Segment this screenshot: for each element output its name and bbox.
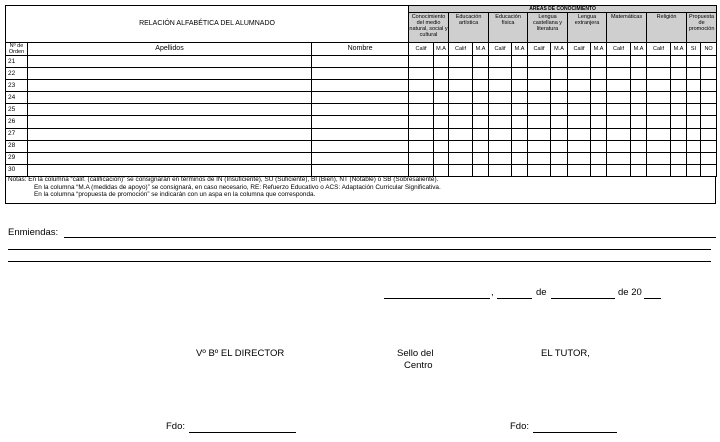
calif-cell[interactable] [607,56,631,68]
no-cell[interactable] [701,116,717,128]
ma-cell[interactable] [551,92,568,104]
calif-cell[interactable] [409,56,434,68]
date-comma: , [491,287,494,298]
no-cell[interactable] [701,164,717,176]
si-cell[interactable] [687,116,701,128]
ma-cell[interactable] [671,56,687,68]
ma-cell[interactable] [671,152,687,164]
calif-cell[interactable] [449,164,473,176]
calif-cell[interactable] [607,116,631,128]
ma-cell[interactable] [551,152,568,164]
calif-cell[interactable] [489,80,512,92]
ma-cell[interactable] [671,92,687,104]
calif-cell[interactable] [528,140,551,152]
ma-cell[interactable] [512,152,528,164]
calif-cell[interactable] [607,128,631,140]
surnames-cell[interactable] [28,140,312,152]
amendments-line[interactable] [8,261,711,262]
subject-header: Educación física [489,13,528,43]
ma-subheader: M.A [473,43,489,56]
ma-cell[interactable] [631,152,647,164]
calif-subheader: Calif [568,43,591,56]
ma-cell[interactable] [671,80,687,92]
row-number: 27 [6,128,28,140]
no-cell[interactable] [701,92,717,104]
ma-cell[interactable] [551,116,568,128]
ma-cell[interactable] [631,92,647,104]
calif-cell[interactable] [647,152,671,164]
student-grid [5,5,717,177]
calif-cell[interactable] [489,68,512,80]
ma-cell[interactable] [631,80,647,92]
calif-cell[interactable] [568,116,591,128]
calif-cell[interactable] [528,80,551,92]
ma-cell[interactable] [512,56,528,68]
ma-cell[interactable] [473,92,489,104]
calif-cell[interactable] [528,128,551,140]
tutor-signature-field[interactable] [533,432,617,433]
ma-cell[interactable] [473,56,489,68]
ma-cell[interactable] [512,68,528,80]
calif-cell[interactable] [409,128,434,140]
ma-cell[interactable] [512,116,528,128]
amendments-line[interactable] [64,237,716,238]
calif-cell[interactable] [568,56,591,68]
row-number: 26 [6,116,28,128]
ma-cell[interactable] [473,140,489,152]
si-cell[interactable] [687,128,701,140]
note-support: En la columna “M.A (medidas de apoyo)” se consignará, en caso necesario, RE: Refuerzo Educativo o ACS: Adaptación Curricular Significativa. [34,183,441,191]
ma-cell[interactable] [631,116,647,128]
ma-cell[interactable] [671,164,687,176]
day-field[interactable] [497,298,532,299]
ma-cell[interactable] [512,92,528,104]
ma-cell[interactable] [434,152,449,164]
calif-cell[interactable] [449,80,473,92]
areas-header: ÁREAS DE CONOCIMIENTO [409,6,717,13]
amendments-label: Enmiendas: [8,227,59,238]
calif-cell[interactable] [607,140,631,152]
calif-cell[interactable] [528,92,551,104]
ma-cell[interactable] [473,116,489,128]
ma-cell[interactable] [551,128,568,140]
calif-cell[interactable] [409,140,434,152]
calif-cell[interactable] [568,68,591,80]
calif-cell[interactable] [489,56,512,68]
no-subheader: NO [701,43,717,56]
calif-cell[interactable] [449,92,473,104]
surnames-cell[interactable] [28,92,312,104]
calif-cell[interactable] [607,152,631,164]
ma-subheader: M.A [434,43,449,56]
ma-cell[interactable] [551,140,568,152]
calif-cell[interactable] [568,152,591,164]
register-title: RELACIÓN ALFABÉTICA DEL ALUMNADO [6,6,409,43]
student-row [6,92,717,104]
surnames-cell[interactable] [28,128,312,140]
ma-cell[interactable] [631,128,647,140]
ma-cell[interactable] [473,128,489,140]
ma-cell[interactable] [631,164,647,176]
calif-cell[interactable] [449,68,473,80]
seal-label-line1: Sello del [397,348,434,359]
si-cell[interactable] [687,140,701,152]
ma-cell[interactable] [671,104,687,116]
student-row [6,80,717,92]
si-cell[interactable] [687,92,701,104]
ma-cell[interactable] [591,128,607,140]
ma-cell[interactable] [671,140,687,152]
ma-cell[interactable] [551,68,568,80]
ma-cell[interactable] [473,104,489,116]
ma-cell[interactable] [473,80,489,92]
no-cell[interactable] [701,128,717,140]
surnames-cell[interactable] [28,116,312,128]
calif-cell[interactable] [489,104,512,116]
calif-cell[interactable] [449,140,473,152]
seal-label-line2: Centro [404,360,433,371]
ma-cell[interactable] [512,80,528,92]
ma-cell[interactable] [551,80,568,92]
surnames-header: Apellidos [28,43,312,56]
ma-cell[interactable] [434,164,449,176]
subject-header: Religión [647,13,687,43]
ma-cell[interactable] [591,140,607,152]
calif-cell[interactable] [647,140,671,152]
name-cell[interactable] [312,116,409,128]
calif-cell[interactable] [568,104,591,116]
note-promotion: En la columna “propuesta de promoción” se indicarán con un aspa en la columna que corresponda. [34,191,316,199]
director-signature-field[interactable] [189,432,296,433]
row-number: 29 [6,152,28,164]
subject-header: Lengua extranjera [568,13,607,43]
ma-cell[interactable] [671,128,687,140]
no-cell[interactable] [701,104,717,116]
notes-box [5,176,716,204]
calif-cell[interactable] [607,80,631,92]
surnames-cell[interactable] [28,164,312,176]
subject-header: Conocimiento del medio natural, social y cultural [409,13,449,43]
calif-cell[interactable] [568,80,591,92]
ma-cell[interactable] [631,68,647,80]
surnames-cell[interactable] [28,68,312,80]
name-cell[interactable] [312,68,409,80]
surnames-cell[interactable] [28,104,312,116]
calif-cell[interactable] [528,116,551,128]
calif-cell[interactable] [647,104,671,116]
calif-cell[interactable] [647,128,671,140]
calif-cell[interactable] [489,140,512,152]
director-signature-label: Fdo: [166,421,186,432]
ma-cell[interactable] [434,92,449,104]
subject-header: Lengua castellana y literatura [528,13,568,43]
calif-cell[interactable] [449,116,473,128]
name-header: Nombre [312,43,409,56]
ma-cell[interactable] [434,56,449,68]
name-cell[interactable] [312,80,409,92]
row-number: 28 [6,140,28,152]
year-field[interactable] [644,298,661,299]
si-cell[interactable] [687,104,701,116]
calif-cell[interactable] [647,116,671,128]
ma-cell[interactable] [591,80,607,92]
calif-cell[interactable] [647,80,671,92]
name-cell[interactable] [312,164,409,176]
ma-cell[interactable] [551,56,568,68]
student-row [6,68,717,80]
ma-cell[interactable] [591,116,607,128]
director-label: Vº Bº EL DIRECTOR [196,348,285,359]
calif-cell[interactable] [647,92,671,104]
name-cell[interactable] [312,128,409,140]
ma-cell[interactable] [591,104,607,116]
calif-subheader: Calif [449,43,473,56]
row-number: 21 [6,56,28,68]
surnames-cell[interactable] [28,152,312,164]
calif-cell[interactable] [647,56,671,68]
no-cell[interactable] [701,140,717,152]
no-cell[interactable] [701,68,717,80]
calif-cell[interactable] [489,116,512,128]
ma-cell[interactable] [473,152,489,164]
calif-cell[interactable] [489,128,512,140]
si-cell[interactable] [687,68,701,80]
calif-subheader: Calif [409,43,434,56]
ma-cell[interactable] [591,68,607,80]
student-row [6,56,717,68]
ma-subheader: M.A [631,43,647,56]
calif-cell[interactable] [449,128,473,140]
calif-cell[interactable] [568,128,591,140]
calif-cell[interactable] [607,164,631,176]
calif-cell[interactable] [607,68,631,80]
name-cell[interactable] [312,152,409,164]
calif-cell[interactable] [409,80,434,92]
calif-cell[interactable] [528,104,551,116]
ma-cell[interactable] [434,80,449,92]
calif-cell[interactable] [568,164,591,176]
calif-subheader: Calif [528,43,551,56]
calif-cell[interactable] [409,116,434,128]
calif-cell[interactable] [489,164,512,176]
row-number: 30 [6,164,28,176]
calif-cell[interactable] [409,92,434,104]
no-cell[interactable] [701,80,717,92]
ma-cell[interactable] [631,104,647,116]
ma-subheader: M.A [591,43,607,56]
si-cell[interactable] [687,164,701,176]
calif-cell[interactable] [607,104,631,116]
calif-cell[interactable] [647,164,671,176]
student-row [6,128,717,140]
month-field[interactable] [551,298,615,299]
row-number: 23 [6,80,28,92]
name-cell[interactable] [312,104,409,116]
student-row [6,152,717,164]
calif-cell[interactable] [528,56,551,68]
ma-subheader: M.A [671,43,687,56]
ma-cell[interactable] [551,104,568,116]
calif-subheader: Calif [607,43,631,56]
name-cell[interactable] [312,140,409,152]
ma-cell[interactable] [434,116,449,128]
calif-cell[interactable] [409,164,434,176]
tutor-label: EL TUTOR, [541,348,590,359]
ma-cell[interactable] [671,68,687,80]
row-number: 25 [6,104,28,116]
si-cell[interactable] [687,152,701,164]
place-field[interactable] [384,298,490,299]
calif-cell[interactable] [489,92,512,104]
student-row [6,140,717,152]
si-subheader: SI [687,43,701,56]
calif-cell[interactable] [528,164,551,176]
row-number: 24 [6,92,28,104]
calif-cell[interactable] [409,152,434,164]
tutor-signature-label: Fdo: [510,421,530,432]
ma-cell[interactable] [631,56,647,68]
date-de-2: de 20 [618,287,642,298]
ma-subheader: M.A [551,43,568,56]
ma-cell[interactable] [512,128,528,140]
ma-cell[interactable] [434,128,449,140]
ma-cell[interactable] [512,140,528,152]
si-cell[interactable] [687,56,701,68]
promotion-header: Propuesta de promoción [687,13,717,43]
calif-subheader: Calif [647,43,671,56]
calif-subheader: Calif [489,43,512,56]
no-cell[interactable] [701,152,717,164]
student-row [6,164,717,176]
ma-cell[interactable] [434,68,449,80]
calif-cell[interactable] [449,56,473,68]
date-de-1: de [536,287,547,298]
surnames-cell[interactable] [28,80,312,92]
calif-cell[interactable] [409,104,434,116]
row-number: 22 [6,68,28,80]
ma-cell[interactable] [551,164,568,176]
ma-cell[interactable] [591,92,607,104]
subject-header: Educación artística [449,13,489,43]
ma-cell[interactable] [473,164,489,176]
calif-cell[interactable] [489,152,512,164]
calif-cell[interactable] [528,68,551,80]
name-cell[interactable] [312,92,409,104]
ma-cell[interactable] [512,164,528,176]
calif-cell[interactable] [449,152,473,164]
calif-cell[interactable] [528,152,551,164]
ma-cell[interactable] [591,56,607,68]
note-grades: Notas: En la columna “calif. (calificación)” se consignarán en términos de IN (Insuficiente), SU (Suficiente), BI (Bien), NT (Notable) o SB (Sobresaliente). [8,176,439,183]
calif-cell[interactable] [568,140,591,152]
ma-cell[interactable] [591,152,607,164]
ma-cell[interactable] [631,140,647,152]
student-row [6,116,717,128]
ma-cell[interactable] [473,68,489,80]
subject-header: Matemáticas [607,13,647,43]
calif-cell[interactable] [449,104,473,116]
si-cell[interactable] [687,80,701,92]
calif-cell[interactable] [607,92,631,104]
surnames-cell[interactable] [28,56,312,68]
calif-cell[interactable] [647,68,671,80]
amendments-line[interactable] [8,249,711,250]
no-cell[interactable] [701,56,717,68]
order-header: Nº de Orden [6,43,28,56]
ma-cell[interactable] [512,104,528,116]
name-cell[interactable] [312,56,409,68]
calif-cell[interactable] [568,92,591,104]
calif-cell[interactable] [409,68,434,80]
student-row [6,104,717,116]
ma-cell[interactable] [434,104,449,116]
ma-cell[interactable] [591,164,607,176]
ma-cell[interactable] [434,140,449,152]
ma-subheader: M.A [512,43,528,56]
ma-cell[interactable] [671,116,687,128]
